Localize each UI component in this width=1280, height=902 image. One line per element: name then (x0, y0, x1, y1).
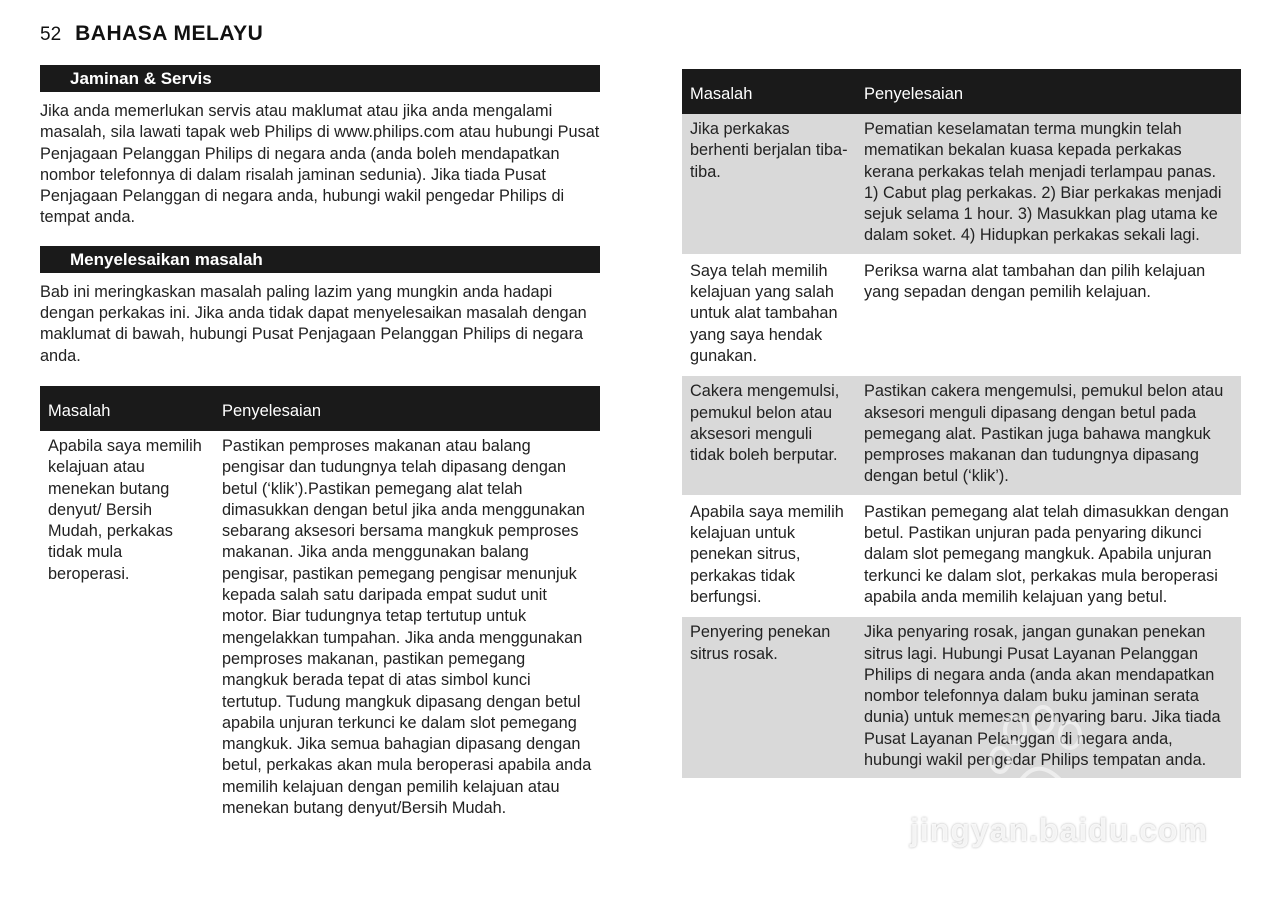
solution-cell: Jika penyaring rosak, jangan gunakan penekan sitrus lagi. Hubungi Pusat Layanan Pelanggan Philips di negara anda (anda akan mendapatkan nombor telefonnya dalam buku jaminan serata dunia) untuk memesan penyaring baru. Jika tiada Pusat Layanan Pelanggan di negara anda, hubungi wakil pengedar Philips tempatan anda. (856, 616, 1241, 778)
problem-cell: Cakera mengemulsi, pemukul belon atau aksesori menguli tidak boleh berputar. (682, 375, 856, 495)
warranty-paragraph: Jika anda memerlukan servis atau maklumat atau jika anda mengalami masalah, sila lawati tapak web Philips di www.philips.com atau hubungi Pusat Penjagaan Pelanggan Philips di negara anda (anda boleh mendapatkan nombor telefonnya di dalam risalah jaminan sedunia). Jika tiada Pusat Penjagaan Pelanggan di negara anda, hubungi wakil pengedar Philips di tempat anda. (40, 102, 600, 227)
solution-cell: Periksa warna alat tambahan dan pilih kelajuan yang sepadan dengan pemilih kelajuan. (856, 255, 1241, 375)
table-row (682, 255, 1241, 375)
problem-cell: Apabila saya memilih kelajuan atau menekan butang denyut/ Bersih Mudah, perkakas tidak mula beroperasi. (48, 436, 202, 583)
column-header-solution: Penyelesaian (856, 69, 1241, 114)
table-row (682, 616, 1241, 778)
right-column (682, 69, 1241, 778)
solution-cell: Pastikan pemproses makanan atau balang pengisar dan tudungnya telah dipasang dengan betul (‘klik’).Pastikan pemegang alat telah dimasukkan dengan betul jika anda menggunakan sebarang aksesori bersama mangkuk pemproses makanan. Jika anda menggunakan balang pengisar, pastikan pemegang pengisar menunjuk kepada salah satu daripada empat sudut unit motor. Biar tudungnya tetap tertutup untuk mengelakkan tumpahan. Jika anda menggunakan pemproses makanan, pastikan pemegang mangkuk berada tepat di atas simbol kunci tertutup. Tudung mangkuk dipasang dengan betul apabila unjuran terkunci ke dalam slot pemegang mangkuk. Jika semua bahagian dipasang dengan betul, perkakas akan mula beroperasi apabila anda memilih kelajuan dengan pemilih kelajuan atau menekan butang denyut/Bersih Mudah. (222, 436, 592, 818)
troubleshooting-paragraph: Bab ini meringkaskan masalah paling lazim yang mungkin anda hadapi dengan perkakas ini. Jika anda tidak dapat menyelesaikan masalah dengan maklumat di bawah, hubungi Pusat Penjagaan Pelanggan Philips di negara anda. (40, 282, 587, 365)
table-header-row (40, 386, 600, 431)
problem-cell: Jika perkakas berhenti berjalan tiba-tiba. (682, 114, 856, 255)
section-title-warranty: Jaminan & Servis (40, 65, 600, 92)
troubleshooting-table-left (40, 386, 600, 826)
column-header-solution: Penyelesaian (214, 386, 600, 431)
solution-cell: Pematian keselamatan terma mungkin telah mematikan bekalan kuasa kepada perkakas kerana perkakas telah menjadi terlampau panas. 1) Cabut plag perkakas. 2) Biar perkakas menjadi sejuk selama 1 hour. 3) Masukkan plag utama ke dalam soket. 4) Hidupkan perkakas sekali lagi. (856, 114, 1241, 255)
problem-cell: Saya telah memilih kelajuan yang salah untuk alat tambahan yang saya hendak gunakan. (682, 255, 856, 375)
solution-cell: Pastikan cakera mengemulsi, pemukul belon atau aksesori menguli dipasang dengan betul pada pemegang alat. Pastikan juga bahawa mangkuk pemproses makanan dan tudungnya dipasang dengan betul (‘klik’). (856, 375, 1241, 495)
baidu-paw-icon (985, 705, 1095, 800)
table-header-row (682, 69, 1241, 114)
page-number: 52 (40, 24, 62, 45)
solution-cell: Pastikan pemegang alat telah dimasukkan dengan betul. Pastikan unjuran pada penyaring dikunci dalam slot pemegang mangkuk. Apabila unjuran terkunci ke dalam slot, perkakas mula beroperasi apabila anda memilih kelajuan yang betul. (856, 496, 1241, 616)
table-row (682, 496, 1241, 616)
problem-cell: Apabila saya memilih kelajuan untuk penekan sitrus, perkakas tidak berfungsi. (682, 496, 856, 616)
table-row (682, 375, 1241, 495)
page-language-title: BAHASA MELAYU (75, 22, 264, 45)
table-row (682, 114, 1241, 255)
left-column (40, 65, 600, 826)
watermark-text: jingyan.baidu.com (910, 812, 1208, 848)
column-header-problem: Masalah (682, 69, 856, 114)
troubleshooting-table-right (682, 69, 1241, 778)
column-header-problem: Masalah (40, 386, 214, 431)
page-header (40, 22, 263, 50)
section-title-troubleshooting: Menyelesaikan masalah (40, 246, 600, 273)
problem-cell: Penyering penekan sitrus rosak. (682, 616, 856, 778)
table-row (40, 431, 600, 826)
